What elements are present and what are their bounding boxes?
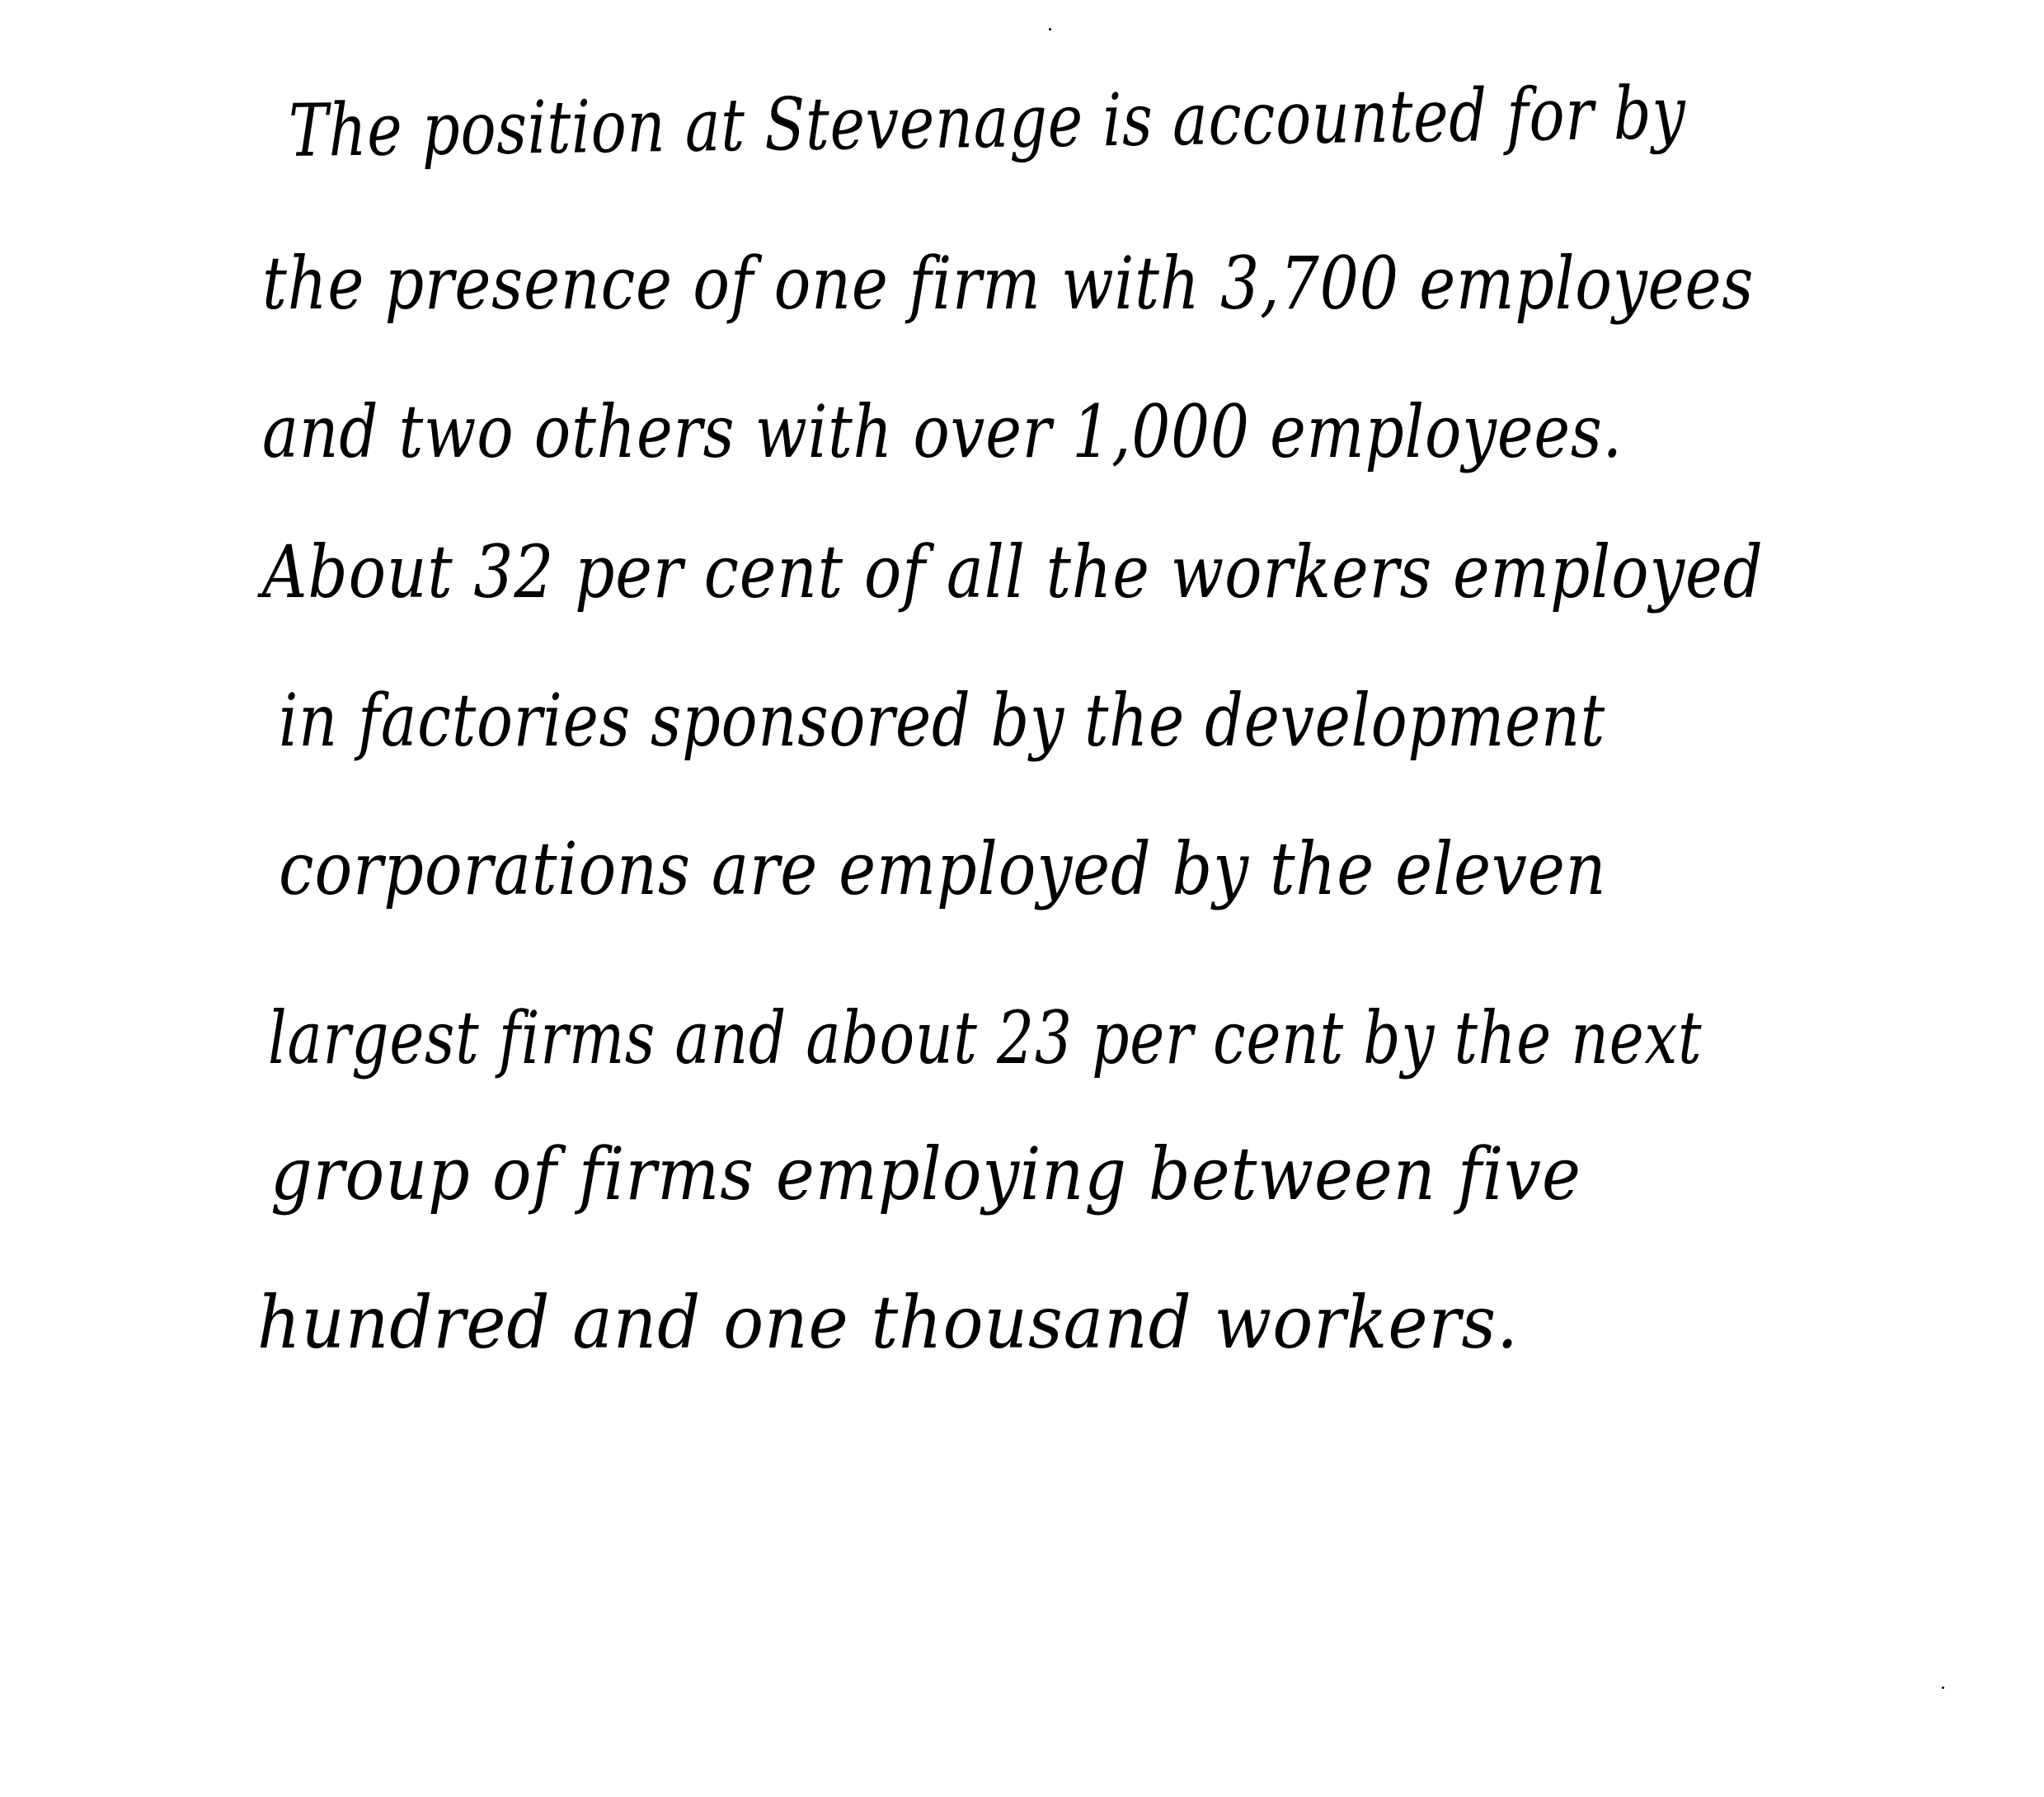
text-line-2: the presence of one firm with 3,700 employees — [262, 241, 1755, 326]
text-line-8: group of firms employing between five — [270, 1131, 1581, 1216]
ink-speck — [1942, 1686, 1944, 1689]
text-line-3: and two others with over 1,000 employees. — [262, 389, 1623, 474]
text-line-5: in factories sponsored by the development — [279, 678, 1606, 763]
text-line-6: corporations are employed by the eleven — [279, 826, 1607, 911]
text-line-9: hundred and one thousand workers. — [257, 1280, 1519, 1365]
text-line-4: About 32 per cent of all the workers employed — [262, 529, 1764, 614]
text-line-1: The position at Stevenage is accounted for by — [288, 70, 1687, 173]
ink-speck — [1049, 28, 1051, 31]
text-line-7: largest firms and about 23 per cent by the next — [268, 995, 1703, 1080]
